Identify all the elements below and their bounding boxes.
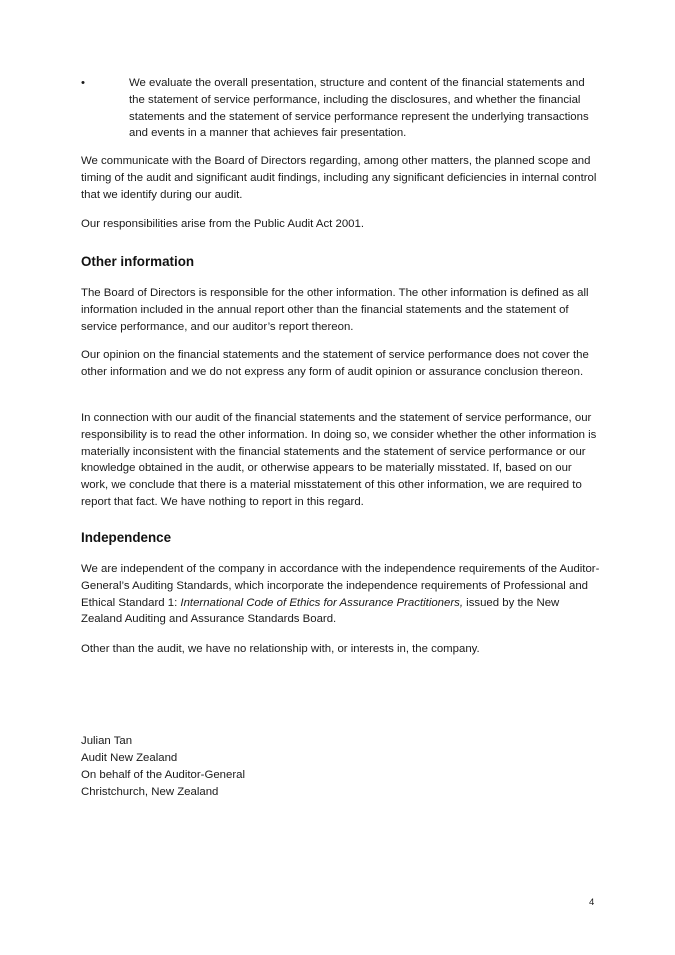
signatory-organisation: Audit New Zealand — [81, 752, 178, 764]
independence-text-after: issued by the New Zealand Auditing and Assurance Standards Board. — [81, 596, 560, 626]
signatory-on-behalf: On behalf of the Auditor-General — [81, 769, 246, 781]
paragraph-communicate: We communicate with the Board of Directors regarding, among other matters, the planned scope and timing of the audit and significant audit findings, including any significant deficiencies in internal control that we identify during our audit. — [81, 155, 597, 201]
paragraph-independence-1 — [81, 561, 601, 628]
paragraph-other-info-3: In connection with our audit of the financial statements and the statement of service performance, our responsibility is to read the other information. In doing so, we consider whether the other information is materially inconsistent with the financial statements and the statement of service performance or our knowledge obtained in the audit, or otherwise appears to be materially misstated. If, based on our work, we conclude that there is a material misstatement of this other information, we are required to report that fact. We have nothing to report in this regard. — [81, 412, 597, 508]
independence-text-before: We are independent of the company in accordance with the independence requirements of the Auditor-General’s Auditing Standards, which incorporate the independence requirements of Professional and Ethical Standard 1: — [81, 563, 600, 609]
heading-independence: Independence — [81, 530, 172, 545]
page-number: 4 — [589, 897, 595, 908]
signatory-name: Julian Tan — [81, 735, 133, 747]
bullet-marker: • — [81, 77, 85, 89]
bullet-text: We evaluate the overall presentation, structure and content of the financial statements and the statement of service performance, including the disclosures, and whether the financial statements and the statement of service performance represent the underlying transactions and events in a manner that achieves fair presentation. — [129, 77, 589, 140]
independence-code-title: International Code of Ethics for Assurance Practitioners, — [180, 596, 464, 609]
paragraph-responsibilities: Our responsibilities arise from the Public Audit Act 2001. — [81, 218, 365, 230]
paragraph-other-info-2: Our opinion on the financial statements and the statement of service performance does not cover the other information and we do not express any form of audit opinion or assurance conclusion thereon. — [81, 349, 589, 378]
paragraph-independence-2: Other than the audit, we have no relationship with, or interests in, the company. — [81, 643, 480, 655]
paragraph-other-info-1: The Board of Directors is responsible for the other information. The other information is defined as all information included in the annual report other than the financial statements and the statement of service performance, and our auditor’s report thereon. — [81, 287, 589, 333]
signatory-location: Christchurch, New Zealand — [81, 786, 219, 798]
heading-other-information: Other information — [81, 254, 195, 269]
